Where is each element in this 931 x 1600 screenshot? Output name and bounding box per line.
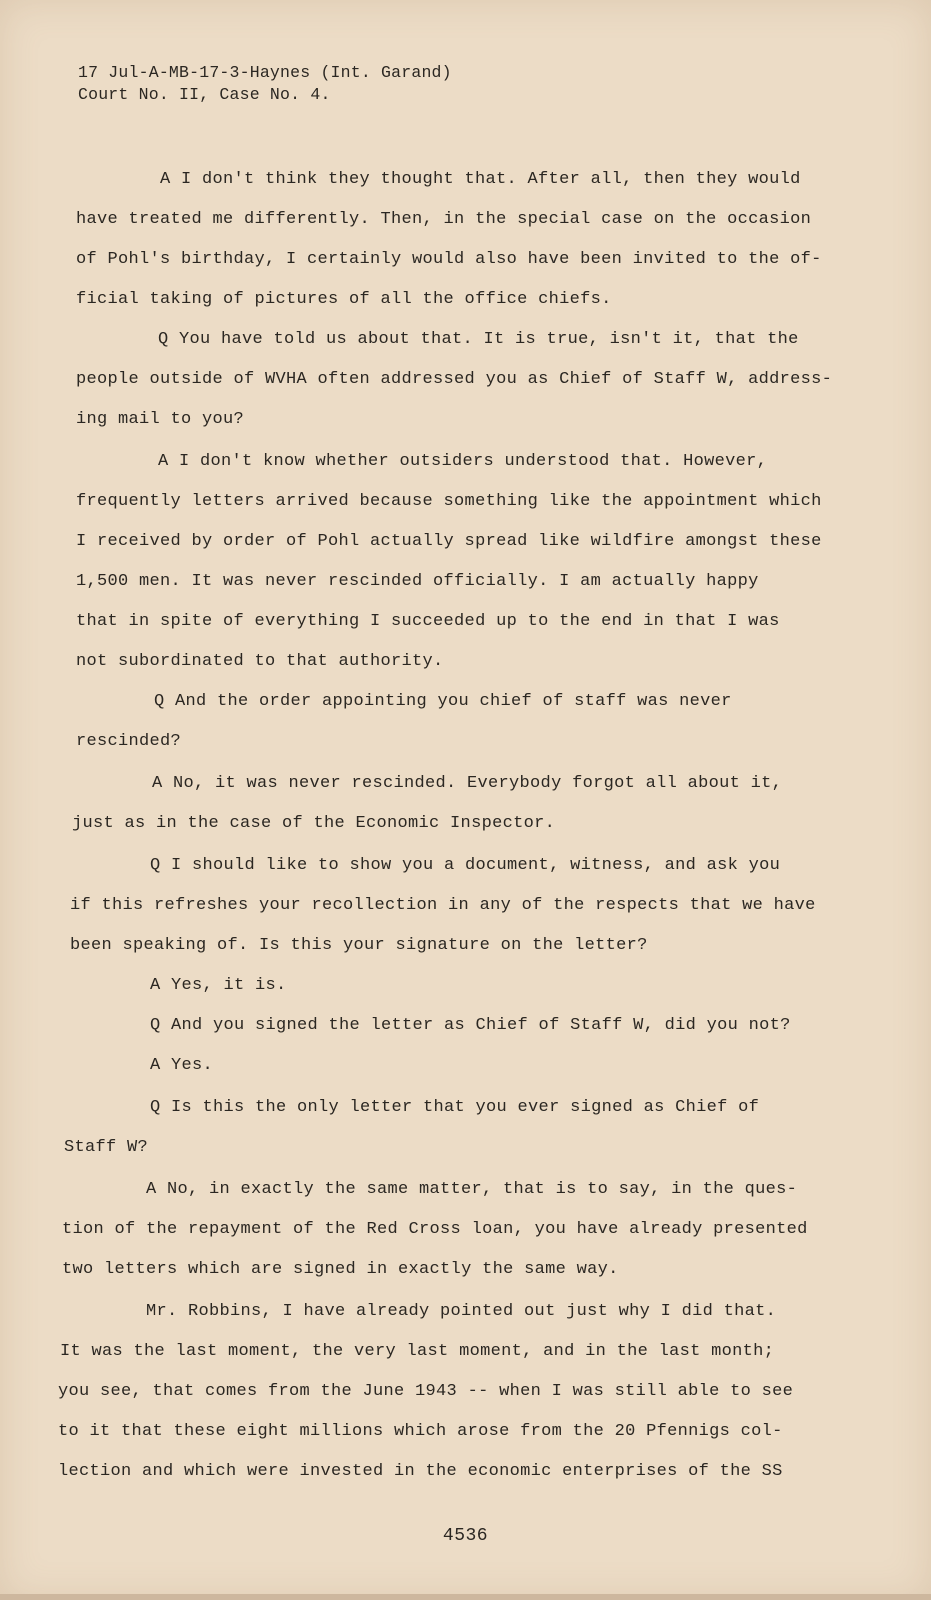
- text-line: 1,500 men. It was never rescinded officially. I am actually happy: [76, 572, 759, 591]
- text-line: Q Is this the only letter that you ever signed as Chief of: [150, 1098, 760, 1117]
- text-line: of Pohl's birthday, I certainly would also have been invited to the of-: [76, 250, 822, 269]
- text-line: A No, in exactly the same matter, that is to say, in the ques-: [146, 1180, 798, 1199]
- text-line: A No, it was never rescinded. Everybody forgot all about it,: [152, 774, 783, 793]
- text-line: people outside of WVHA often addressed you as Chief of Staff W, address-: [76, 370, 833, 389]
- text-line: have treated me differently. Then, in the special case on the occasion: [76, 210, 812, 229]
- page-number: 4536: [442, 1526, 489, 1546]
- text-line: to it that these eight millions which arose from the 20 Pfennigs col-: [58, 1422, 783, 1441]
- text-line: frequently letters arrived because something like the appointment which: [76, 492, 822, 511]
- text-line: tion of the repayment of the Red Cross loan, you have already presented: [62, 1220, 808, 1239]
- text-line: Staff W?: [64, 1138, 149, 1157]
- text-line: not subordinated to that authority.: [76, 652, 444, 671]
- text-line: A Yes, it is.: [150, 976, 287, 995]
- page-edge: [0, 1594, 931, 1600]
- text-line: if this refreshes your recollection in any of the respects that we have: [70, 896, 816, 915]
- text-line: two letters which are signed in exactly the same way.: [62, 1260, 619, 1279]
- text-line: Q You have told us about that. It is true, isn't it, that the: [158, 330, 799, 349]
- text-line: been speaking of. Is this your signature on the letter?: [70, 936, 648, 955]
- document-header: [78, 62, 452, 106]
- text-line: ficial taking of pictures of all the office chiefs.: [76, 290, 612, 309]
- text-line: A I don't know whether outsiders understood that. However,: [158, 452, 768, 471]
- header-reference-line: 17 Jul-A-MB-17-3-Haynes (Int. Garand): [78, 63, 452, 82]
- text-line: you see, that comes from the June 1943 -- when I was still able to see: [58, 1382, 794, 1401]
- text-line: rescinded?: [76, 732, 182, 751]
- header-court-line: Court No. II, Case No. 4.: [78, 85, 331, 104]
- text-line: Q And you signed the letter as Chief of Staff W, did you not?: [150, 1016, 791, 1035]
- text-line: A I don't think they thought that. After all, then they would: [160, 170, 801, 189]
- text-line: A Yes.: [150, 1056, 214, 1075]
- text-line: Q I should like to show you a document, witness, and ask you: [150, 856, 781, 875]
- text-line: Q And the order appointing you chief of staff was never: [154, 692, 732, 711]
- text-line: I received by order of Pohl actually spread like wildfire amongst these: [76, 532, 822, 551]
- text-line: just as in the case of the Economic Inspector.: [72, 814, 556, 833]
- text-line: lection and which were invested in the economic enterprises of the SS: [58, 1462, 783, 1481]
- text-line: ing mail to you?: [76, 410, 245, 429]
- text-line: Mr. Robbins, I have already pointed out just why I did that.: [146, 1302, 777, 1321]
- text-line: It was the last moment, the very last moment, and in the last month;: [60, 1342, 775, 1361]
- text-line: that in spite of everything I succeeded up to the end in that I was: [76, 612, 780, 631]
